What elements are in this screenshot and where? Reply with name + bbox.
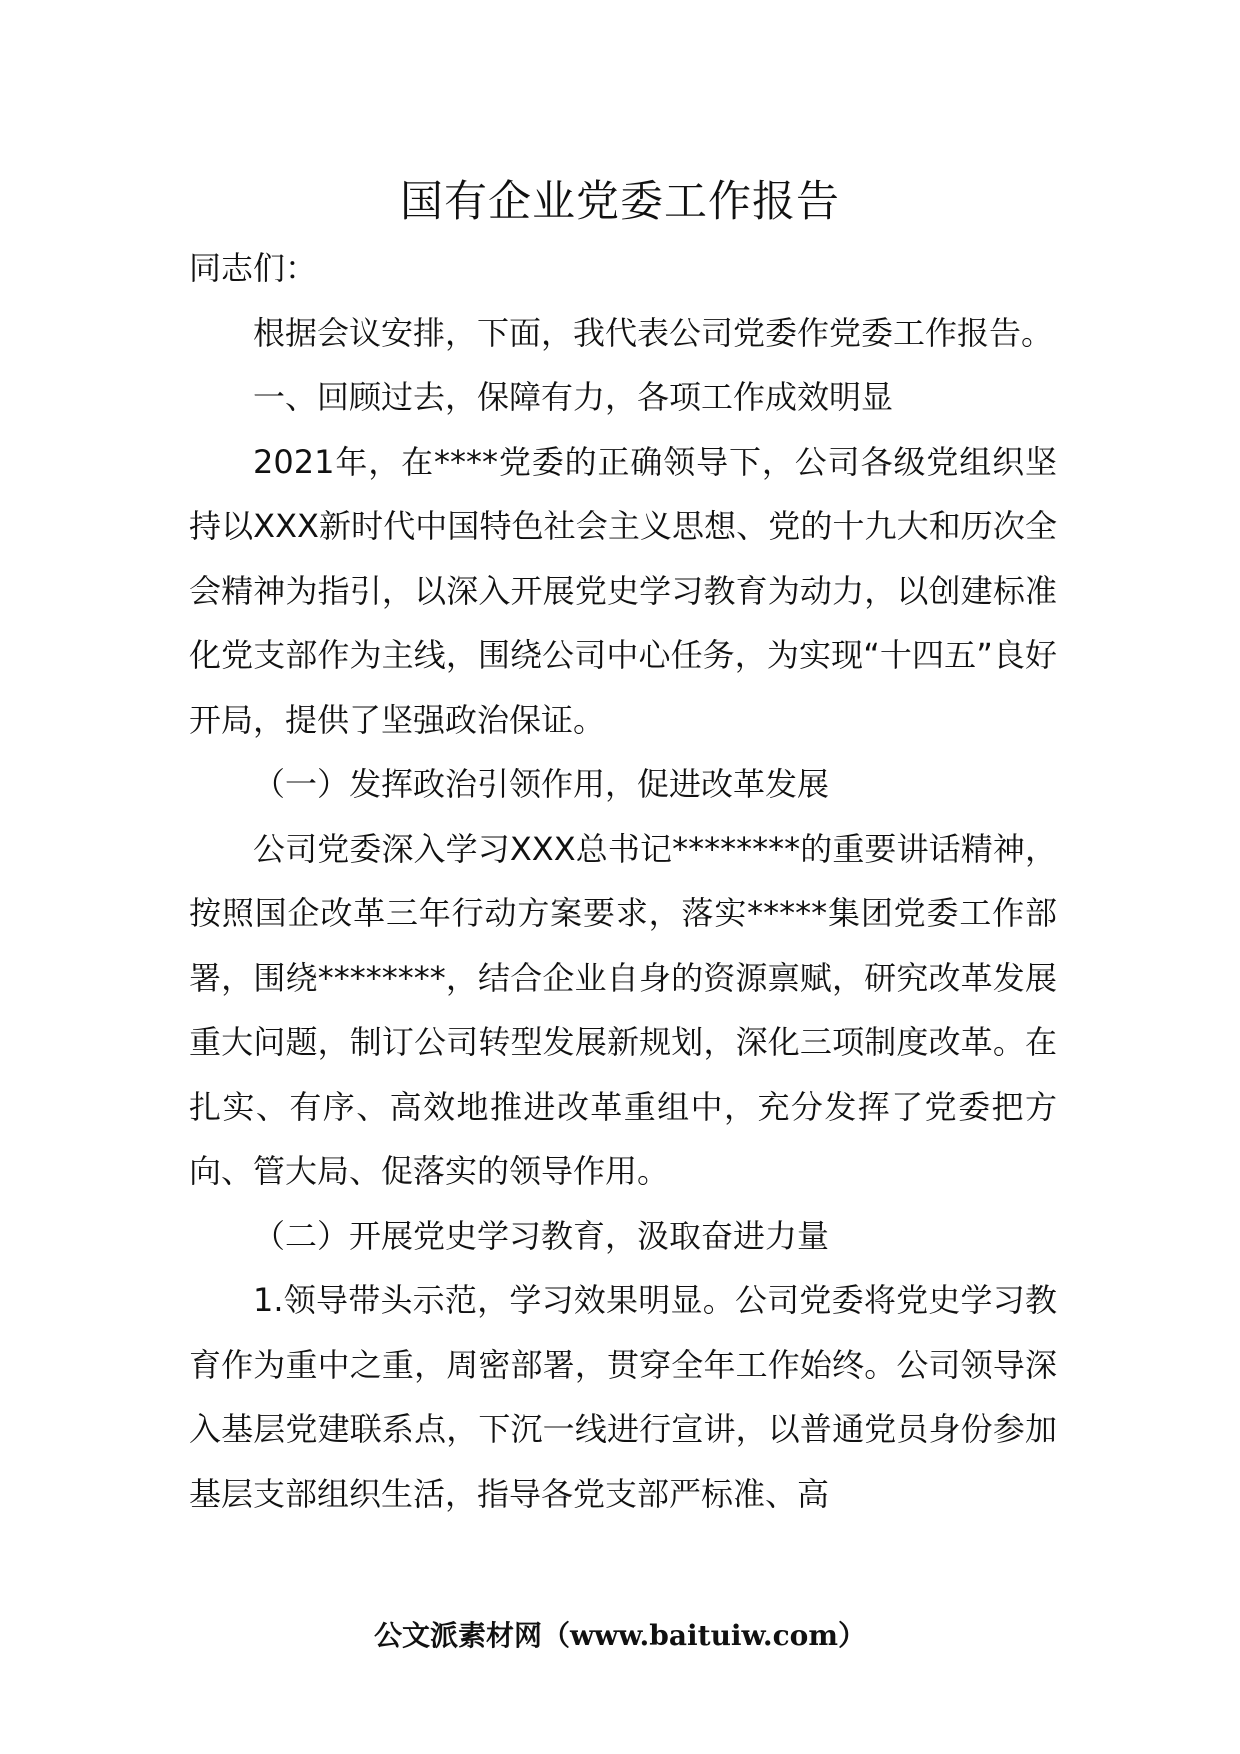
subsection-heading-1: （一）发挥政治引领作用，促进改革发展 bbox=[253, 765, 830, 803]
watermark-footer: 公文派素材网（www.baituiw.com） bbox=[374, 1619, 866, 1652]
subsection-heading-2: （二）开展党史学习教育，汲取奋进力量 bbox=[253, 1216, 830, 1255]
section-heading-1: 一、回顾过去，保障有力，各项工作成效明显 bbox=[253, 378, 894, 416]
paragraph-review: 2021年，在****党委的正确领导下，公司各级党组织坚持以XXX新时代中国特色社会主义思想、党的十九大和历次全会精神为指引，以深入开展党史学习教育为动力，以创建标准化党支部作为主线，围绕公司中心任务，为实现“十四五”良好开局，提供了坚强政治保证。 bbox=[189, 442, 1057, 739]
paragraph-reform: 公司党委深入学习XXX总书记********的重要讲话精神，按照国企改革三年行动方案要求，落实*****集团党委工作部署，围绕********，结合企业自身的资源禀赋，研究改革发展重大问题，制订公司转型发展新规划，深化三项制度改革。在扎实、有序、高效地推进改革重组中，充分发挥了党委把方向、管大局、促落实的领导作用。 bbox=[189, 829, 1057, 1190]
paragraph-intro: 根据会议安排，下面，我代表公司党委作党委工作报告。 bbox=[253, 313, 1054, 352]
document-body bbox=[189, 236, 1057, 1526]
salutation: 同志们： bbox=[189, 249, 318, 287]
document-title: 国有企业党委工作报告 bbox=[400, 177, 840, 227]
paragraph-study: 1.领导带头示范，学习效果明显。公司党委将党史学习教育作为重中之重，周密部署，贯穿全年工作始终。公司领导深入基层党建联系点，下沉一线进行宣讲，以普通党员身份参加基层支部组织生活，指导各党支部严标准、高 bbox=[189, 1281, 1057, 1513]
